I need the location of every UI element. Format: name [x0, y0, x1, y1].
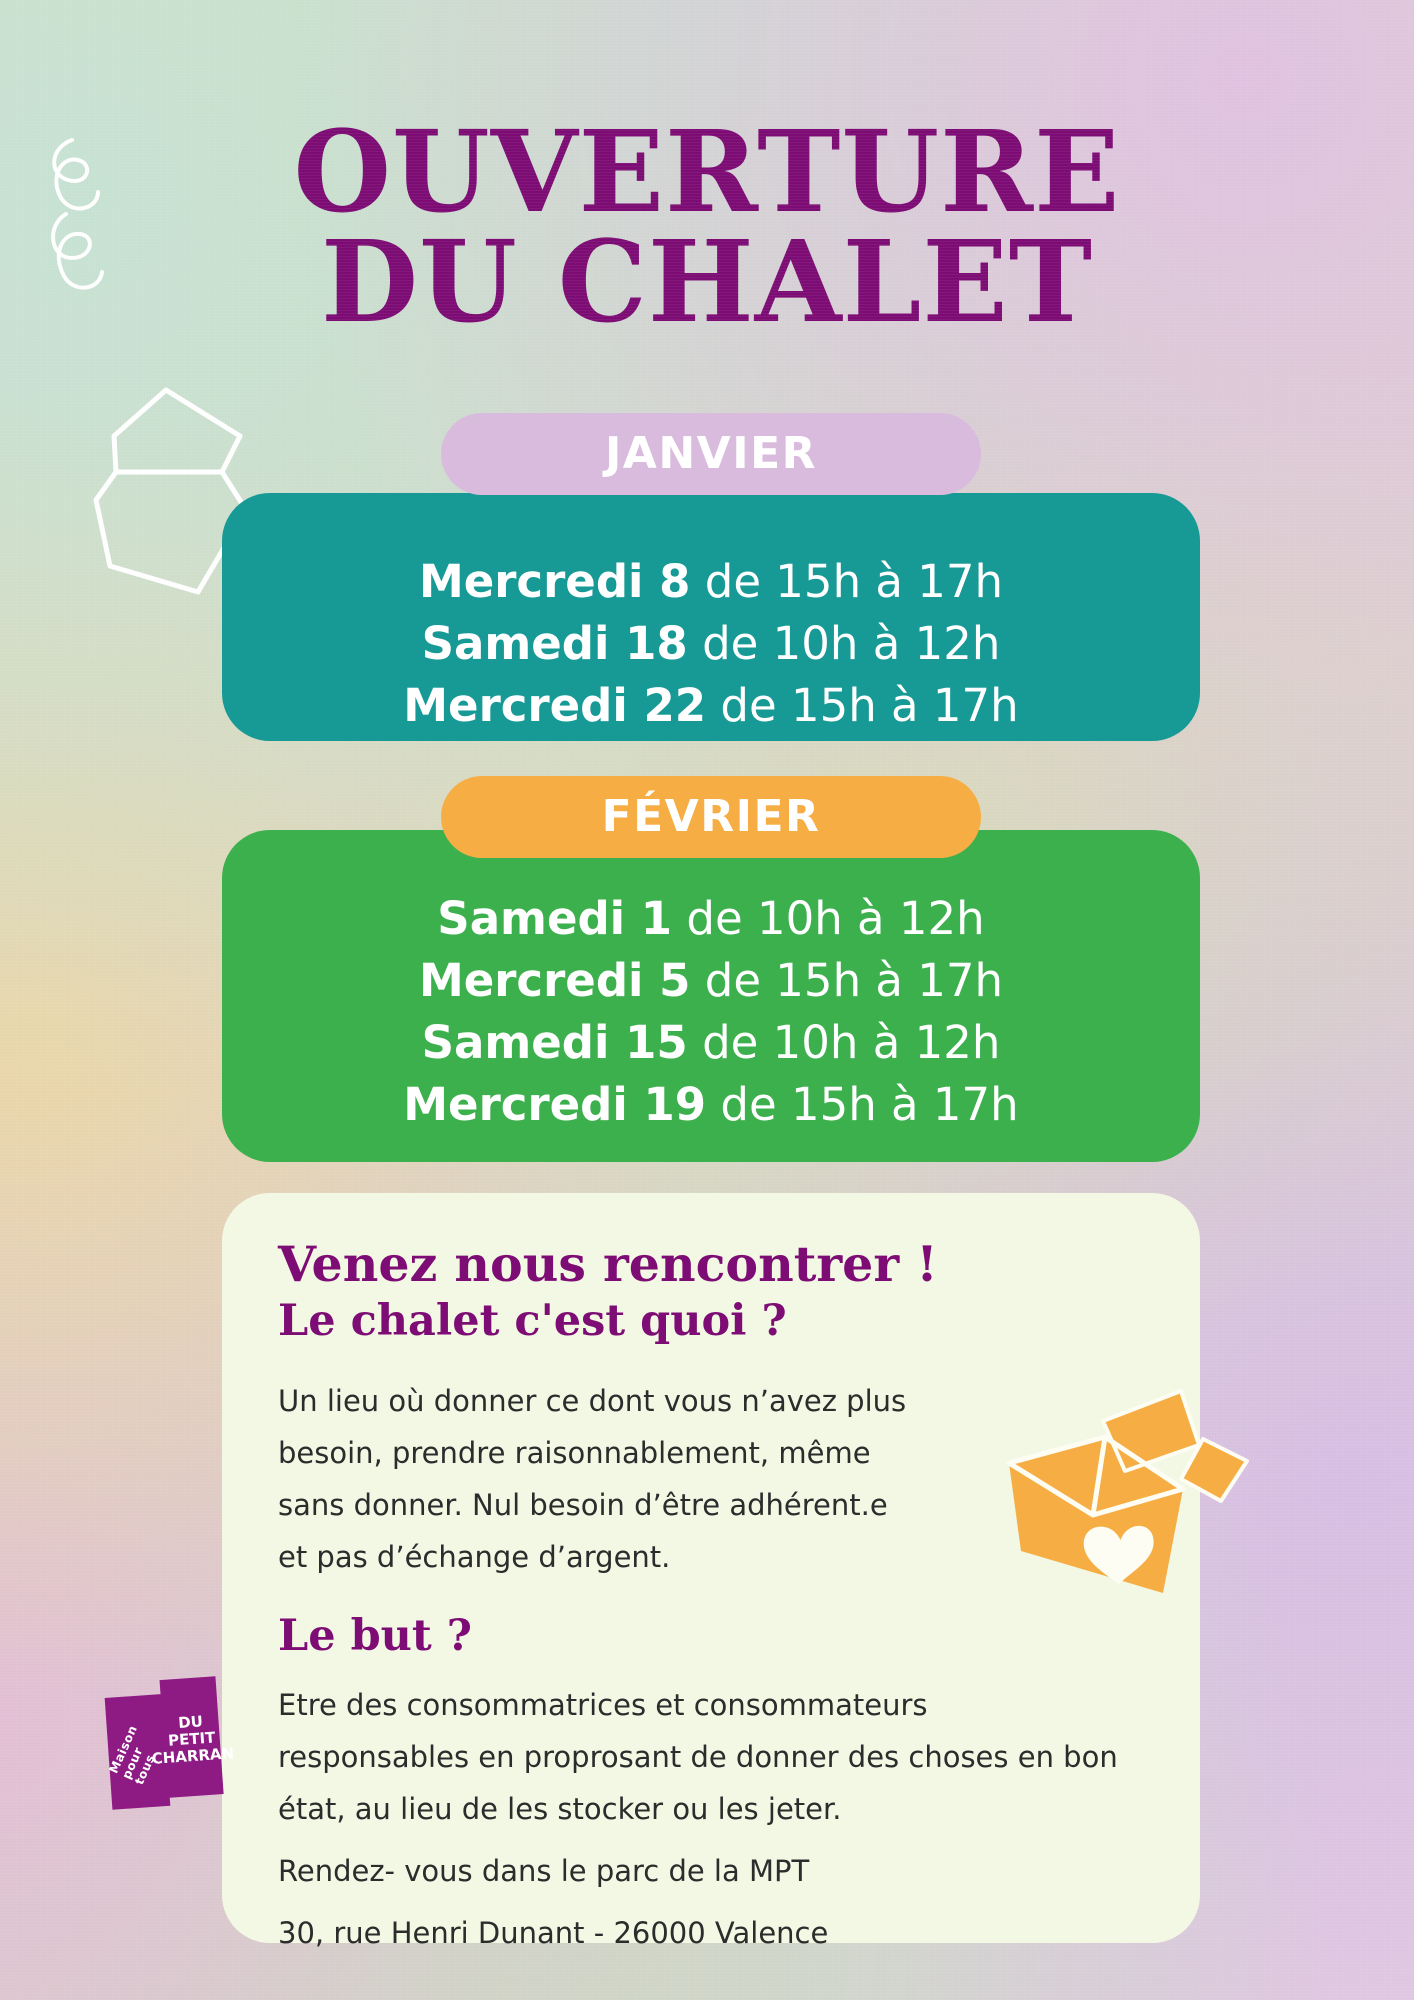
date-hours: de 10h à 12h — [686, 892, 985, 945]
date-day: Mercredi 19 — [403, 1078, 707, 1131]
date-row — [222, 950, 1200, 1012]
date-day: Mercredi 22 — [403, 679, 707, 732]
date-row — [222, 551, 1200, 613]
title-line-1: OUVERTURE — [293, 107, 1121, 238]
date-day: Mercredi 8 — [418, 555, 691, 608]
date-row — [222, 675, 1200, 737]
logo-text-petit: PETIT — [167, 1727, 216, 1750]
date-day: Samedi 1 — [437, 892, 673, 945]
january-month-badge: JANVIER — [441, 413, 981, 495]
date-hours: de 15h à 17h — [720, 679, 1019, 732]
donation-box-icon — [985, 1375, 1265, 1625]
date-hours: de 15h à 17h — [704, 555, 1004, 608]
date-row — [222, 888, 1200, 950]
date-row — [222, 1074, 1200, 1136]
date-day: Mercredi 5 — [418, 954, 691, 1007]
date-day: Samedi 15 — [421, 1016, 688, 1069]
date-hours: de 15h à 17h — [704, 954, 1004, 1007]
date-row — [222, 613, 1200, 675]
date-hours: de 10h à 12h — [702, 1016, 1001, 1069]
date-hours: de 10h à 12h — [702, 617, 1001, 670]
info-subheading: Le chalet c'est quoi ? — [278, 1295, 787, 1346]
january-dates-card — [222, 493, 1200, 741]
february-dates-card — [222, 830, 1200, 1162]
logo-text-left: Maison pour tous — [106, 1723, 158, 1787]
february-month-badge: FÉVRIER — [441, 776, 981, 858]
title-line-2: DU CHALET — [320, 216, 1094, 348]
date-day: Samedi 18 — [421, 617, 688, 670]
info-subheading-2: Le but ? — [278, 1611, 472, 1662]
mpt-logo — [104, 1676, 235, 1812]
logo-text-du: DU — [177, 1711, 204, 1732]
address: 30, rue Henri Dunant - 26000 Valence — [278, 1916, 829, 1951]
date-row — [222, 1012, 1200, 1074]
info-heading: Venez nous rencontrer ! — [278, 1235, 938, 1293]
meeting-point: Rendez- vous dans le parc de la MPT — [278, 1854, 810, 1889]
logo-text-right — [151, 1682, 235, 1796]
page-title — [0, 107, 1414, 348]
logo-text-charran: CHARRAN — [151, 1743, 235, 1768]
info-paragraph-1: Un lieu où donner ce dont vous n’avez plus besoin, prendre raisonnablement, même sans donner. Nul besoin d’être adhérent.e et pas d’échange d’argent. — [278, 1384, 907, 1575]
info-paragraph-2: Etre des consommatrices et consommateurs responsables en proprosant de donner des choses en bon état, au lieu de les stocker ou les jeter. — [278, 1688, 1118, 1827]
date-hours: de 15h à 17h — [720, 1078, 1019, 1131]
